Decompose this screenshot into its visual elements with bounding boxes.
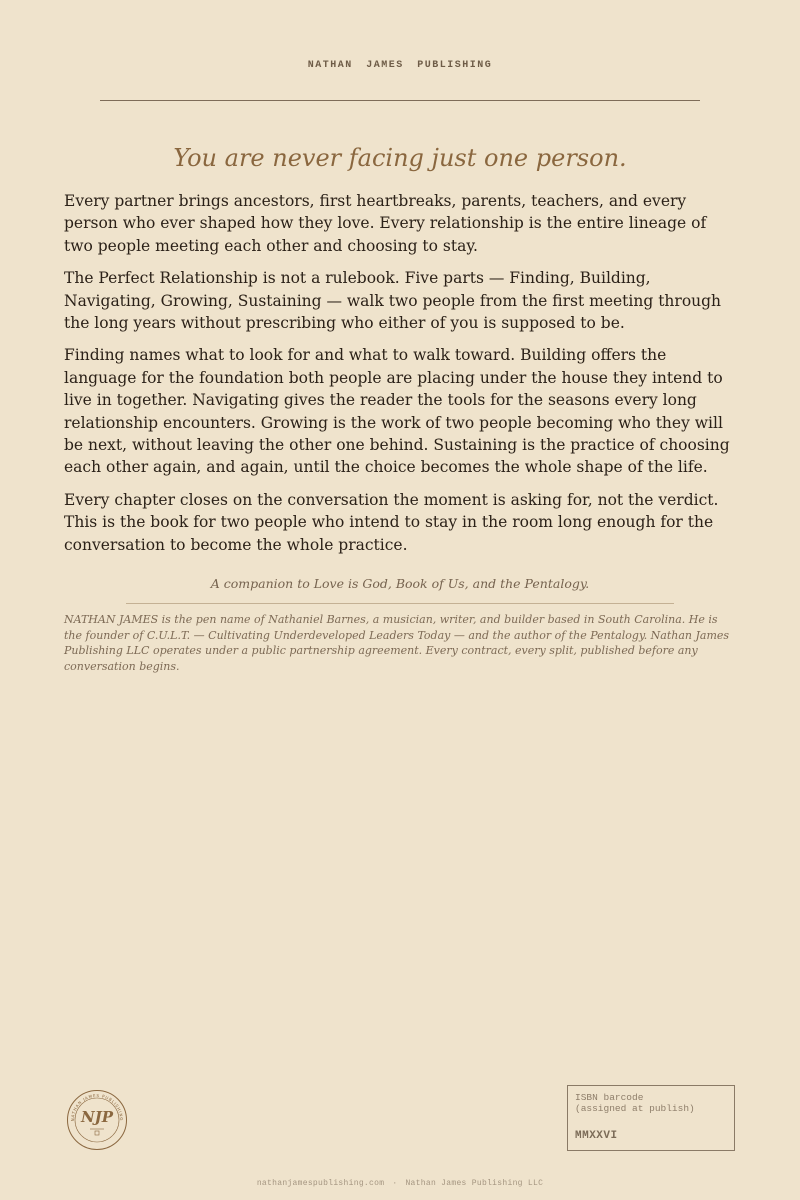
- isbn-label: ISBN barcode: [575, 1092, 644, 1103]
- isbn-placeholder: [567, 1085, 735, 1151]
- companion-line: A companion to Love is God, Book of Us, and the Pentalogy.: [210, 576, 590, 591]
- footer-website: nathanjamespublishing.com: [256, 1179, 385, 1188]
- isbn-year: MMXXVI: [575, 1130, 618, 1142]
- seal-ring-text: NATHAN JAMES PUBLISHING: [69, 1092, 125, 1122]
- publisher-name: NATHAN JAMES PUBLISHING: [307, 60, 493, 71]
- seal-initials: NJP: [80, 1108, 114, 1126]
- footer-company: Nathan James Publishing LLC: [405, 1179, 544, 1188]
- headline: You are never facing just one person.: [173, 144, 627, 172]
- paragraph: Every chapter closes on the conversation the moment is asking for, not the verdict. This is the book for two people who intend to stay in the room long enough for the conversation to become the whole practice.: [64, 490, 719, 554]
- body-text: [64, 190, 738, 566]
- isbn-note: (assigned at publish): [575, 1103, 695, 1114]
- top-divider: [100, 100, 700, 101]
- bio-divider: [126, 603, 674, 604]
- paragraph: Finding names what to look for and what to walk toward. Building offers the language for the foundation both people are placing under the house they intend to live in together. Navigating gives the reader the tools for the seasons every long relationship encounters. Growing is the work of two people becoming who they will be next, without leaving the other one behind. Sustaining is the practice of choosing each other again, and again, until the choice becomes the whole shape of the life.: [64, 346, 730, 477]
- footer-separator: ·: [392, 1179, 398, 1188]
- footer: [0, 1179, 800, 1188]
- author-bio: NATHAN JAMES is the pen name of Nathaniel Barnes, a musician, writer, and builder based in South Carolina. He is the founder of C.U.L.T. — Cultivating Underdeveloped Leaders Today — and the author of the Pentalogy. Nathan James Publishing LLC operates under a public partnership agreement. Every contract, every split, published before any conversation begins.: [64, 613, 730, 673]
- paragraph: The Perfect Relationship is not a rulebook. Five parts — Finding, Building, Navigating, Growing, Sustaining — walk two people from the first meeting through the long years without prescribing who either of you is supposed to be.: [64, 269, 722, 333]
- paragraph: Every partner brings ancestors, first heartbreaks, parents, teachers, and every person who ever shaped how they love. Every relationship is the entire lineage of two people meeting each other and choosing to stay.: [64, 192, 707, 255]
